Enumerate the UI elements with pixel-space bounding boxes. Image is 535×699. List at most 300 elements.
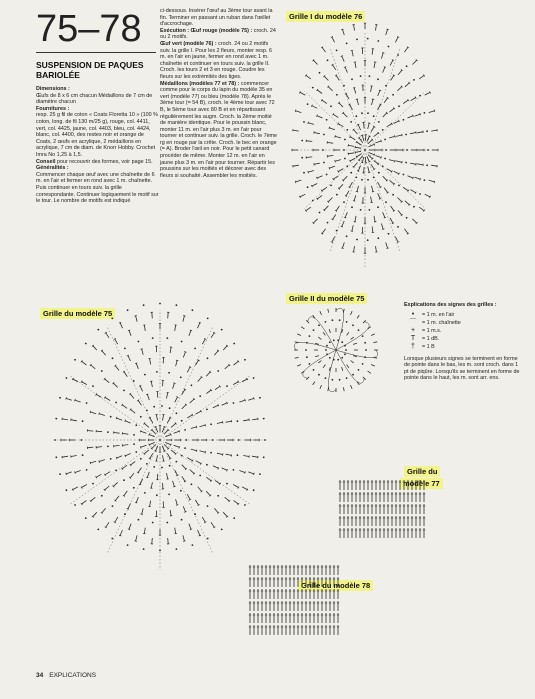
stitch-bar (127, 508, 129, 509)
stitch-bar (179, 430, 180, 432)
stitch-line (82, 382, 87, 385)
stitch-line (354, 25, 355, 31)
chain-dot (237, 420, 239, 422)
stitch-line (417, 132, 423, 133)
stitch-line (176, 360, 178, 366)
stitch-line (306, 75, 311, 79)
chain-dot (337, 359, 339, 361)
stitch-line (357, 154, 362, 157)
stitch-line (389, 136, 395, 138)
stitch-line (404, 229, 408, 234)
stitch-line (102, 351, 106, 356)
paragraph-label: Œuf vert (modèle 76) : (160, 40, 217, 47)
stitch-bar (311, 185, 312, 187)
spoke (108, 440, 161, 553)
stitch-line (131, 461, 136, 465)
chain-dot (143, 304, 145, 306)
chain-dot (156, 371, 158, 373)
chain-dot (86, 402, 88, 404)
chain-dot (259, 473, 261, 475)
stitch-line (329, 166, 335, 168)
chain-dot (344, 353, 346, 355)
stitch-line (167, 473, 168, 479)
stitch-line (147, 394, 149, 400)
stitch-line (91, 365, 96, 369)
stitch-bar (434, 181, 435, 183)
chain-dot (97, 529, 99, 531)
stitch-bar (392, 60, 394, 61)
chain-dot (346, 377, 348, 379)
stitch-bar (154, 451, 156, 452)
stitch-bar (372, 99, 374, 100)
stitch-bar (141, 514, 143, 515)
chain-dot (92, 483, 94, 485)
chain-dot (361, 112, 363, 114)
spoke (365, 150, 426, 209)
stitch-line (378, 90, 380, 96)
chain-dot (111, 318, 113, 320)
stitch-line (113, 482, 117, 486)
chain-dot (55, 456, 57, 458)
chain-dot (184, 447, 186, 449)
chain-dot (382, 129, 384, 131)
stitch-line (339, 103, 343, 107)
paragraph-label: Exécution : Œuf rouge (modèle 75) : (160, 27, 253, 34)
chain-dot (355, 115, 357, 117)
chain-dot (169, 407, 171, 409)
stitch-line (156, 446, 158, 452)
stitch-bar (299, 91, 300, 93)
stitch-line (368, 140, 372, 144)
stitch-bar (299, 196, 300, 198)
stitch-bar (179, 446, 180, 448)
chain-dot (85, 517, 87, 519)
chain-dot (369, 209, 371, 211)
stitch-line (332, 237, 335, 242)
stitch-line (308, 123, 314, 125)
stitch-line (296, 111, 302, 113)
stitch-line (398, 70, 402, 75)
chain-dot (413, 79, 415, 81)
stitch-line (141, 431, 147, 433)
chain-dot (124, 348, 126, 350)
chain-dot (192, 309, 194, 311)
stitch-bar (245, 399, 246, 401)
stitch-line (327, 156, 333, 157)
stitch-line (354, 163, 358, 167)
stitch-bar (381, 140, 382, 142)
legend-item-label: = 1 m.s. (422, 328, 442, 335)
stitch-line (183, 506, 185, 512)
stitch-line (174, 431, 180, 433)
stitch-line (136, 363, 138, 369)
stitch-bar (434, 110, 435, 112)
stitch-line (368, 167, 370, 173)
chain-dot (384, 158, 386, 160)
stitch-bar (317, 115, 318, 117)
stitch-line (353, 343, 357, 344)
stitch-bar (190, 529, 192, 530)
stitch-bar (223, 453, 224, 455)
chain-dot (184, 429, 186, 431)
duck-grid-78-diagram (249, 565, 339, 635)
stitch-bar (382, 53, 384, 54)
egg-grid-75-diagram (54, 303, 266, 570)
stitch-line (73, 379, 78, 382)
chain-dot (346, 165, 348, 167)
stitch-line (329, 128, 335, 130)
stitch-line (342, 243, 344, 249)
stitch-line (162, 446, 164, 452)
chain-dot (303, 121, 305, 123)
paragraph-text: ci-dessous. Insérer l'œuf au 3ème tour avant la fin. Terminer en passant un ruban dans l'œillet d'accrochage. (160, 8, 273, 28)
stitch-line (387, 169, 392, 172)
stitch-line (410, 163, 416, 164)
stitch-bar (190, 330, 192, 331)
stitch-line (313, 382, 315, 385)
stitch-line (372, 49, 373, 55)
stitch-line (333, 215, 336, 220)
paragraph-label: Médaillons (modèles 77 et 78) : (160, 80, 240, 87)
stitch-line (314, 163, 320, 164)
stitch-line (124, 372, 127, 377)
stitch-line (144, 450, 149, 454)
chain-dot (161, 467, 163, 469)
chain-dot (144, 492, 146, 494)
stitch-bar (384, 217, 386, 218)
stitch-line (381, 53, 383, 59)
stitch-line (357, 186, 359, 192)
stitch-bar (402, 134, 403, 136)
chain-dot (343, 85, 345, 87)
stitch-line (333, 114, 338, 117)
chain-dot (115, 402, 117, 404)
stitch-line (225, 365, 230, 369)
stitch-line (120, 530, 122, 536)
stitch-line (152, 312, 153, 318)
stitch-line (408, 176, 414, 178)
chain-dot (101, 370, 103, 372)
stitch-line (87, 447, 93, 448)
stitch-line (200, 451, 206, 453)
stitch-line (167, 418, 170, 423)
stitch-line (429, 180, 435, 182)
stitch-bar (317, 177, 318, 179)
chain-dot (344, 158, 346, 160)
paragraph-text: Œufs de 8 x 6 cm chacun Médaillons de 7 cm de diamètre chacun (36, 92, 153, 106)
chain-dot (253, 377, 255, 379)
chain-dot (253, 489, 255, 491)
stitch-line (99, 460, 105, 462)
stitch-line (141, 445, 147, 447)
stitch-line (383, 212, 385, 218)
stitch-bar (128, 330, 130, 331)
stitch-line (73, 487, 78, 490)
stitch-bar (139, 484, 141, 485)
stitch-bar (386, 29, 388, 30)
stitch-bar (227, 469, 228, 471)
petal-arc (336, 350, 364, 383)
paragraph-label: Fournitures : (36, 105, 70, 112)
stitch-line (378, 193, 380, 199)
chain-dot (326, 345, 328, 347)
stitch-bar (170, 444, 171, 446)
stitch-line (314, 133, 320, 134)
stitch-line (306, 157, 312, 158)
chain-dot (361, 179, 363, 181)
caption-grid-77-line1: Grille du (404, 466, 440, 477)
chain-dot (217, 495, 219, 497)
chain-dot (59, 473, 61, 475)
stitch-line (171, 423, 176, 427)
stitch-line (106, 333, 109, 338)
stitch-line (371, 196, 372, 202)
stitch-line (156, 427, 158, 433)
chain-dot (82, 454, 84, 456)
chain-dot (263, 456, 265, 458)
chain-dot (133, 434, 135, 436)
chain-dot (127, 309, 129, 311)
stitch-line (394, 121, 399, 124)
chain-dot (330, 185, 332, 187)
stitch-line (206, 477, 211, 481)
stitch-line (144, 325, 145, 331)
stitch-line (315, 356, 319, 357)
chain-dot (191, 483, 193, 485)
stitch-bar (183, 316, 185, 317)
stitch-line (234, 361, 239, 365)
chain-dot (350, 172, 352, 174)
chain-dot (405, 162, 407, 164)
stitch-line (365, 135, 366, 141)
stitch-line (71, 420, 77, 421)
stitch-line (151, 482, 152, 488)
stitch-line (214, 351, 218, 356)
chain-dot (323, 162, 325, 164)
stitch-line (368, 371, 371, 373)
chain-dot (207, 318, 209, 320)
stitch-line (187, 367, 190, 372)
stitch-bar (254, 473, 255, 475)
stitch-line (342, 56, 344, 62)
stitch-bar (368, 123, 370, 124)
chain-dot (110, 416, 112, 418)
chain-dot (59, 397, 61, 399)
stitch-line (300, 92, 305, 95)
chain-dot (233, 343, 235, 345)
stitch-line (371, 127, 374, 132)
stitch-bar (420, 178, 421, 180)
stitch-line (128, 356, 131, 361)
stitch-line (222, 403, 228, 405)
stitch-line (75, 400, 81, 402)
stitch-line (117, 418, 123, 420)
chain-dot (367, 112, 369, 114)
stitch-line (390, 180, 395, 184)
chain-dot (180, 490, 182, 492)
stitch-line (354, 88, 356, 94)
stitch-line (202, 339, 205, 344)
chain-dot (74, 359, 76, 361)
stitch-line (105, 397, 110, 400)
stitch-line (384, 98, 388, 103)
chain-dot (107, 431, 109, 433)
stitch-line (90, 412, 96, 414)
chain-dot (180, 376, 182, 378)
stitch-bar (353, 87, 355, 88)
stitch-line (115, 496, 119, 501)
stitch-line (66, 472, 72, 474)
stitch-line (136, 497, 138, 503)
chain-dot (166, 337, 168, 339)
chain-dot (332, 379, 334, 381)
stitch-line (211, 522, 214, 527)
chain-dot (176, 548, 178, 550)
chain-dot (152, 337, 154, 339)
stitch-line (99, 414, 105, 416)
stitch-bar (149, 444, 150, 446)
stitch-line (391, 75, 394, 80)
chain-dot (138, 341, 140, 343)
stitch-line (164, 430, 168, 434)
stitch-line (329, 329, 330, 333)
chain-dot (341, 341, 343, 343)
stitch-line (147, 472, 149, 478)
chain-dot (226, 483, 228, 485)
caption-grid-78: Grille du modèle 78 (298, 580, 373, 591)
stitch-line (352, 225, 353, 231)
chain-dot (326, 119, 328, 121)
stitch-line (333, 65, 336, 70)
stitch-line (93, 512, 97, 516)
stitch-bar (356, 191, 358, 192)
chain-dot (319, 72, 321, 74)
stitch-bar (344, 67, 346, 68)
chain-dot (329, 357, 331, 359)
stitch-line (317, 195, 322, 199)
stitch-line (351, 385, 353, 389)
stitch-line (339, 184, 343, 188)
stitch-bar (341, 29, 343, 30)
stitch-line (300, 194, 305, 197)
stitch-line (355, 216, 356, 222)
stitch-line (335, 160, 341, 162)
stitch-line (411, 190, 416, 193)
chain-dot (111, 538, 113, 540)
stitch-line (90, 461, 96, 463)
stitch-line (206, 372, 210, 376)
stitch-bar (163, 451, 165, 452)
stitch-line (113, 383, 117, 387)
stitch-line (66, 398, 72, 400)
chain-dot (123, 390, 125, 392)
stitch-line (365, 157, 366, 163)
stitch-line (347, 332, 349, 335)
stitch-line (144, 423, 149, 427)
stitch-line (342, 29, 344, 35)
chain-dot (144, 374, 146, 376)
stitch-line (342, 367, 343, 371)
stitch-bar (176, 396, 178, 397)
stitch-bar (379, 90, 381, 91)
stitch-bar (125, 420, 126, 422)
egg-grid-76-diagram (292, 23, 438, 268)
chain-dot (352, 374, 354, 376)
stitch-bar (355, 146, 356, 148)
stitch-line (323, 332, 325, 335)
chain-dot (343, 201, 345, 203)
stitch-bar (356, 99, 358, 100)
section-name: EXPLICATIONS (49, 672, 97, 679)
chain-dot (233, 402, 235, 404)
stitch-line (308, 171, 314, 173)
chain-dot (424, 112, 426, 114)
stitch-line (233, 485, 238, 488)
stitch-line (62, 419, 68, 420)
chain-dot (367, 179, 369, 181)
stitch-bar (430, 91, 431, 93)
chain-dot (413, 206, 415, 208)
stitch-line (312, 184, 317, 187)
paragraph-label: Conseil (36, 158, 56, 165)
stitch-bar (351, 50, 353, 51)
stitch-bar (397, 242, 399, 243)
chain-dot (210, 452, 212, 454)
spoke (160, 327, 213, 440)
chain-dot (309, 363, 311, 365)
stitch-line (93, 346, 97, 350)
stitch-line (198, 323, 200, 329)
chain-dot (86, 469, 88, 471)
chain-dot (403, 119, 405, 121)
stitch-bar (245, 471, 246, 473)
stitch-line (412, 60, 416, 64)
chain-dot (326, 174, 328, 176)
stitch-line (358, 166, 360, 172)
stitch-bar (254, 397, 255, 399)
stitch-line (376, 246, 377, 252)
stitch-line (322, 187, 327, 190)
stitch-line (335, 136, 341, 138)
stitch-line (222, 468, 228, 470)
stitch-line (138, 468, 141, 473)
chain-dot (217, 370, 219, 372)
stitch-bar (196, 450, 197, 452)
stitch-line (206, 390, 211, 394)
stitch-line (102, 508, 106, 513)
stitch-line (354, 195, 356, 201)
chain-dot (336, 50, 338, 52)
chain-dot (373, 115, 375, 117)
stitch-line (371, 365, 375, 367)
chain-dot (360, 75, 362, 77)
spoke (365, 91, 426, 150)
stitch-line (328, 309, 329, 313)
chain-dot (318, 324, 320, 326)
chain-dot (397, 226, 399, 228)
chain-dot (138, 519, 140, 521)
legend-item-label: = 1 m. en l'air (422, 312, 455, 319)
chain-dot (382, 165, 384, 167)
chain-dot (312, 87, 314, 89)
chain-dot (194, 348, 196, 350)
stitch-bar (384, 67, 386, 68)
spoke (160, 440, 213, 553)
stitch-line (351, 337, 354, 339)
stitch-line (171, 450, 176, 454)
chain-dot (207, 505, 209, 507)
stitch-line (140, 386, 143, 392)
